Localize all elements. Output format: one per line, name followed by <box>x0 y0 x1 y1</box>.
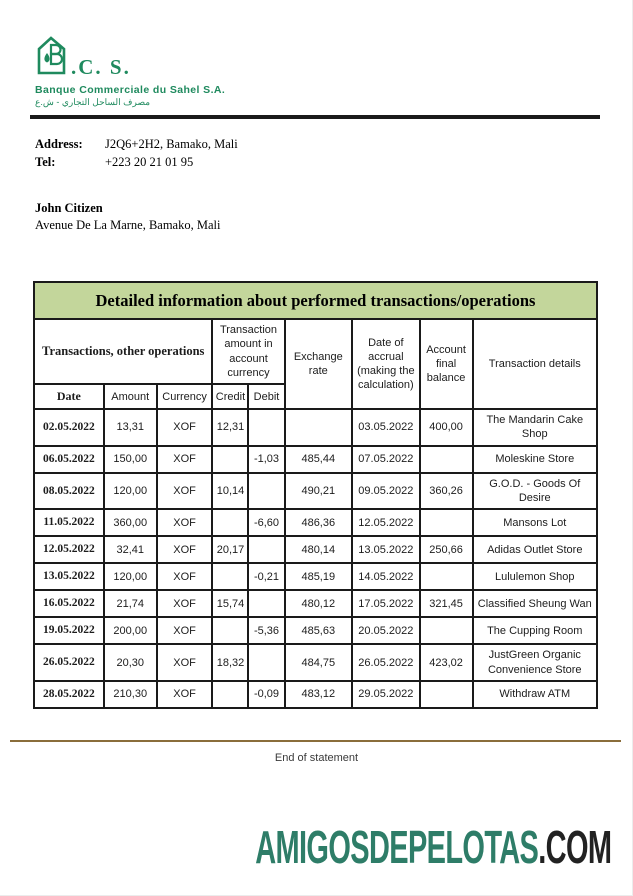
tel-label: Tel: <box>35 154 56 169</box>
cell-details: Adidas Outlet Store <box>473 536 597 563</box>
header-debit: Debit <box>248 384 284 409</box>
customer-block <box>35 200 220 234</box>
cell-debit: -6,60 <box>248 509 284 536</box>
bank-logo-icon <box>35 36 69 81</box>
cell-amount: 120,00 <box>104 473 157 510</box>
bank-name-arabic: مصرف الساحل التجاري - ش.ع <box>35 97 151 107</box>
header-currency: Currency <box>157 384 213 409</box>
cell-details: JustGreen Organic Convenience Store <box>473 644 597 681</box>
cell-debit: -0,09 <box>248 681 284 708</box>
cell-details: The Cupping Room <box>473 617 597 644</box>
cell-date-accrual: 12.05.2022 <box>352 509 420 536</box>
cell-amount: 21,74 <box>104 590 157 617</box>
cell-debit <box>248 536 284 563</box>
cell-exchange-rate: 490,21 <box>285 473 353 510</box>
header-credit: Credit <box>212 384 248 409</box>
header-transaction-details: Transaction details <box>473 319 597 409</box>
cell-amount: 200,00 <box>104 617 157 644</box>
cell-credit: 18,32 <box>212 644 248 681</box>
end-divider <box>10 740 621 742</box>
transactions-tbody <box>34 409 597 708</box>
cell-date-accrual: 26.05.2022 <box>352 644 420 681</box>
cell-date-accrual: 14.05.2022 <box>352 563 420 590</box>
cell-amount: 360,00 <box>104 509 157 536</box>
cell-exchange-rate: 485,44 <box>285 446 353 473</box>
contact-block <box>35 136 238 171</box>
table-row <box>34 446 597 473</box>
cell-credit: 10,14 <box>212 473 248 510</box>
customer-address: Avenue De La Marne, Bamako, Mali <box>35 217 221 232</box>
cell-balance <box>420 446 473 473</box>
address-label: Address: <box>35 137 83 151</box>
cell-amount: 20,30 <box>104 644 157 681</box>
header-date-accrual: Date of accrual (making the calculation) <box>352 319 420 409</box>
cell-debit <box>248 644 284 681</box>
cell-details: Withdraw ATM <box>473 681 597 708</box>
cell-date-accrual: 17.05.2022 <box>352 590 420 617</box>
cell-currency: XOF <box>157 536 213 563</box>
cell-date: 02.05.2022 <box>34 409 104 446</box>
cell-currency: XOF <box>157 473 213 510</box>
cell-details: G.O.D. - Goods Of Desire <box>473 473 597 510</box>
table-row <box>34 681 597 708</box>
watermark <box>255 822 611 873</box>
cell-credit <box>212 509 248 536</box>
cell-exchange-rate: 483,12 <box>285 681 353 708</box>
cell-debit <box>248 473 284 510</box>
cell-date-accrual: 20.05.2022 <box>352 617 420 644</box>
cell-exchange-rate: 480,12 <box>285 590 353 617</box>
cell-amount: 150,00 <box>104 446 157 473</box>
cell-credit: 20,17 <box>212 536 248 563</box>
table-row <box>34 617 597 644</box>
cell-currency: XOF <box>157 617 213 644</box>
cell-details: Moleskine Store <box>473 446 597 473</box>
cell-balance: 400,00 <box>420 409 473 446</box>
cell-date: 13.05.2022 <box>34 563 104 590</box>
cell-balance: 250,66 <box>420 536 473 563</box>
header-amount-group: Transaction amount in account currency <box>212 319 284 384</box>
table-row <box>34 644 597 681</box>
table-row <box>34 536 597 563</box>
cell-currency: XOF <box>157 644 213 681</box>
header-transactions-group: Transactions, other operations <box>34 319 212 384</box>
bank-name: Banque Commerciale du Sahel S.A. <box>35 84 226 96</box>
cell-date-accrual: 07.05.2022 <box>352 446 420 473</box>
cell-exchange-rate: 485,63 <box>285 617 353 644</box>
table-row <box>34 409 597 446</box>
cell-currency: XOF <box>157 446 213 473</box>
transactions-thead <box>34 282 597 409</box>
cell-currency: XOF <box>157 681 213 708</box>
cell-exchange-rate <box>285 409 353 446</box>
cell-date: 16.05.2022 <box>34 590 104 617</box>
cell-credit <box>212 563 248 590</box>
cell-exchange-rate: 484,75 <box>285 644 353 681</box>
cell-details: Mansons Lot <box>473 509 597 536</box>
cell-credit <box>212 617 248 644</box>
cell-date: 28.05.2022 <box>34 681 104 708</box>
cell-date: 06.05.2022 <box>34 446 104 473</box>
cell-credit <box>212 446 248 473</box>
cell-date: 08.05.2022 <box>34 473 104 510</box>
transactions-table <box>33 281 598 709</box>
cell-date: 12.05.2022 <box>34 536 104 563</box>
watermark-suffix: .COM <box>537 821 611 873</box>
table-row <box>34 590 597 617</box>
cell-balance: 423,02 <box>420 644 473 681</box>
table-title: Detailed information about performed transactions/operations <box>34 282 597 319</box>
cell-debit: -0,21 <box>248 563 284 590</box>
cell-amount: 120,00 <box>104 563 157 590</box>
watermark-main: AMIGOSDEPELOTAS <box>254 821 538 873</box>
cell-debit: -5,36 <box>248 617 284 644</box>
cell-debit <box>248 409 284 446</box>
table-row <box>34 473 597 510</box>
cell-debit <box>248 590 284 617</box>
cell-exchange-rate: 485,19 <box>285 563 353 590</box>
header-account-final-balance: Account final balance <box>420 319 473 409</box>
cell-currency: XOF <box>157 563 213 590</box>
cell-date-accrual: 03.05.2022 <box>352 409 420 446</box>
address-value: J2Q6+2H2, Bamako, Mali <box>105 137 238 151</box>
cell-balance <box>420 617 473 644</box>
cell-balance: 360,26 <box>420 473 473 510</box>
cell-date: 11.05.2022 <box>34 509 104 536</box>
cell-date-accrual: 13.05.2022 <box>352 536 420 563</box>
header-divider <box>30 115 600 119</box>
cell-balance <box>420 563 473 590</box>
cell-currency: XOF <box>157 590 213 617</box>
cell-credit <box>212 681 248 708</box>
header-amount: Amount <box>104 384 157 409</box>
cell-currency: XOF <box>157 509 213 536</box>
bank-logo <box>35 36 225 108</box>
cell-date: 26.05.2022 <box>34 644 104 681</box>
cell-credit: 15,74 <box>212 590 248 617</box>
cell-balance <box>420 509 473 536</box>
end-of-statement: End of statement <box>274 752 359 764</box>
cell-date-accrual: 29.05.2022 <box>352 681 420 708</box>
bank-initials: .C. S. <box>71 55 131 79</box>
cell-details: The Mandarin Cake Shop <box>473 409 597 446</box>
header-exchange-rate: Exchange rate <box>285 319 353 409</box>
cell-exchange-rate: 486,36 <box>285 509 353 536</box>
cell-balance: 321,45 <box>420 590 473 617</box>
table-row <box>34 563 597 590</box>
cell-details: Classified Sheung Wan <box>473 590 597 617</box>
tel-value: +223 20 21 01 95 <box>105 154 194 169</box>
cell-amount: 210,30 <box>104 681 157 708</box>
cell-debit: -1,03 <box>248 446 284 473</box>
cell-date: 19.05.2022 <box>34 617 104 644</box>
header-date: Date <box>34 384 104 409</box>
table-row <box>34 509 597 536</box>
cell-amount: 13,31 <box>104 409 157 446</box>
cell-date-accrual: 09.05.2022 <box>352 473 420 510</box>
cell-amount: 32,41 <box>104 536 157 563</box>
cell-exchange-rate: 480,14 <box>285 536 353 563</box>
cell-details: Lululemon Shop <box>473 563 597 590</box>
cell-credit: 12,31 <box>212 409 248 446</box>
customer-name: John Citizen <box>35 201 103 215</box>
cell-currency: XOF <box>157 409 213 446</box>
cell-balance <box>420 681 473 708</box>
